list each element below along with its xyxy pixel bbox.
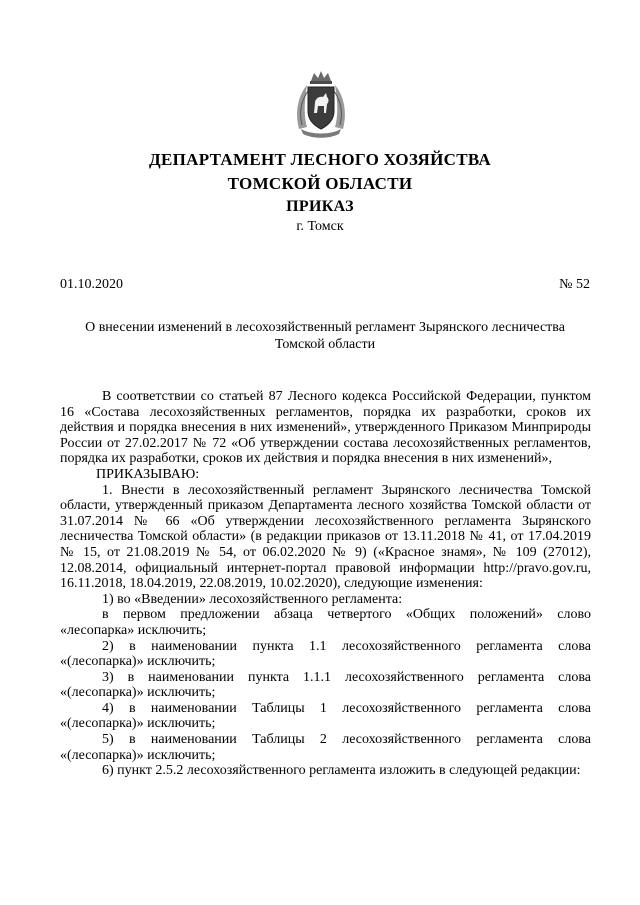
preamble-paragraph: В соответствии со статьей 87 Лесного кодекса Российской Федерации, пунктом 16 «Состава лесохозяйственных регламентов, порядка их разработки, сроков их действия и порядка внесения в них изменений», утвержденного Приказом Минприроды России от 27.02.2017 № 72 «Об утверждении состава лесохозяйственных регламентов, порядка их разработки, сроков их действия и порядка внесения в них изменений», (60, 389, 591, 467)
body-paragraph: 1. Внести в лесохозяйственный регламент Зырянского лесничества Томской области, утвержденный приказом Департамента лесного хозяйства Томской области от 31.07.2014 № 66 «Об утверждении лесохозяйственного регламента Зырянского лесничества Томской области» (в редакции приказов от 13.11.2018 № 41, от 17.04.2019 № 15, от 21.08.2019 № 54, от 06.02.2020 № 9) («Красное знамя», № 109 (27012), 12.08.2014, официальный интернет-портал правовой информации http://pravo.gov.ru, 16.11.2018, 18.04.2019, 22.08.2019, 10.02.2020), следующие изменения: (60, 482, 591, 592)
city: г. Томск (296, 219, 344, 234)
body-paragraph: 5) в наименовании Таблицы 2 лесохозяйственного регламента слова «(лесопарка)» исключить; (60, 732, 591, 763)
region-name: ТОМСКОЙ ОБЛАСТИ (227, 174, 413, 193)
body-paragraph: 3) в наименовании пункта 1.1.1 лесохозяйственного регламента слова «(лесопарка)» исключить; (60, 669, 591, 701)
coat-of-arms-icon (293, 69, 349, 139)
document-body (60, 389, 591, 779)
body-paragraph: 1) во «Введении» лесохозяйственного регламента: (102, 591, 403, 607)
body-paragraph: 6) пункт 2.5.2 лесохозяйственного регламента изложить в следующей редакции: (102, 763, 581, 779)
department-name: ДЕПАРТАМЕНТ ЛЕСНОГО ХОЗЯЙСТВА (148, 150, 491, 169)
document-type: ПРИКАЗ (286, 198, 354, 215)
body-paragraph: 2) в наименовании пункта 1.1 лесохозяйственного регламента слова «(лесопарка)» исключить; (60, 638, 591, 670)
order-word: ПРИКАЗЫВАЮ: (96, 466, 200, 482)
document-number: № 52 (559, 277, 590, 292)
document-date: 01.10.2020 (60, 277, 123, 292)
body-paragraph: в первом предложении абзаца четвертого «Общих положений» слово «лесопарка» исключить; (60, 607, 591, 638)
subject-line: Томской области (274, 337, 376, 352)
subject-line: О внесении изменений в лесохозяйственный регламент Зырянского лесничества (85, 320, 565, 335)
document-subject (60, 319, 590, 353)
body-paragraph: 4) в наименовании Таблицы 1 лесохозяйственного регламента слова «(лесопарка)» исключить; (60, 700, 591, 732)
